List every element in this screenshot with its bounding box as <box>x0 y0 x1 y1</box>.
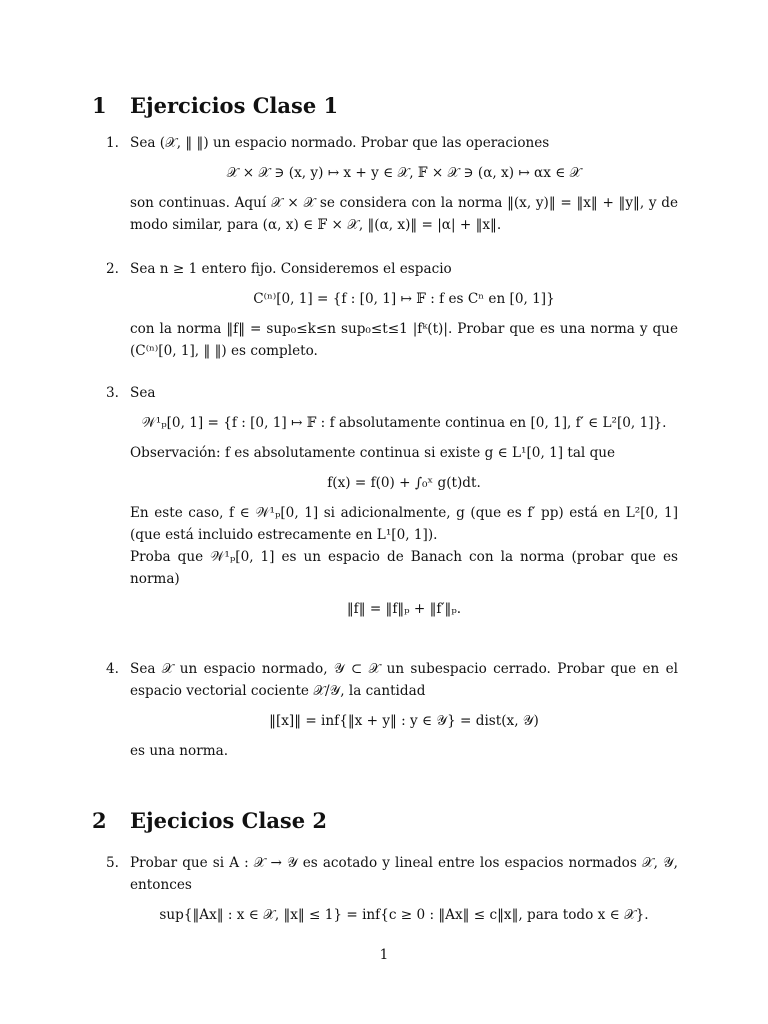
page-number: 1 <box>379 947 389 963</box>
display-equation: 𝒲¹ₚ[0, 1] = {f : [0, 1] ↦ 𝔽 : f absolutamente continua en [0, 1], f′ ∈ L²[0, 1]}. <box>141 415 667 431</box>
display-equation: C⁽ⁿ⁾[0, 1] = {f : [0, 1] ↦ 𝔽 : f es Cⁿ en [0, 1]} <box>253 291 555 307</box>
exercise-text: son continuas. Aquí 𝒳 × 𝒳 se considera con la norma ‖(x, y)‖ = ‖x‖ + ‖y‖, y de modo similar, para (α, x) ∈ 𝔽 × 𝒳, ‖(α, x)‖ = |α| + ‖x‖. <box>130 195 678 233</box>
exercise-text: es una norma. <box>130 743 229 759</box>
exercise-text: Proba que 𝒲¹ₚ[0, 1] es un espacio de Banach con la norma (probar que es norma) <box>130 549 678 587</box>
exercise-3 <box>106 382 678 628</box>
exercise-text: Sea 𝒳 un espacio normado, 𝒴 ⊂ 𝒳 un subespacio cerrado. Probar que en el espacio vectorial cociente 𝒳/𝒴, la cantidad <box>130 661 678 699</box>
exercise-number: 2. <box>106 261 119 277</box>
exercise-text: Observación: f es absolutamente continua si existe g ∈ L¹[0, 1] tal que <box>130 445 616 461</box>
exercise-number: 5. <box>106 855 119 871</box>
display-equation: 𝒳 × 𝒳 ∋ (x, y) ↦ x + y ∈ 𝒳, 𝔽 × 𝒳 ∋ (α, x) ↦ αx ∈ 𝒳 <box>226 165 582 181</box>
section-heading-2: 2 Ejecicios Clase 2 <box>92 808 328 833</box>
exercise-text: con la norma ‖f‖ = sup₀≤k≤n sup₀≤t≤1 |fᵏ(t)|. Probar que es una norma y que (C⁽ⁿ⁾[0, 1], ‖ ‖) es completo. <box>130 321 678 359</box>
display-equation: ‖[x]‖ = inf{‖x + y‖ : y ∈ 𝒴} = dist(x, 𝒴) <box>269 713 539 729</box>
section-heading-1: 1 Ejercicios Clase 1 <box>92 93 339 118</box>
exercise-number: 4. <box>106 661 119 677</box>
exercise-4 <box>106 658 678 762</box>
exercise-number: 3. <box>106 385 119 401</box>
display-equation: ‖f‖ = ‖f‖ₚ + ‖f′‖ₚ. <box>346 601 462 617</box>
display-equation: f(x) = f(0) + ∫₀ˣ g(t)dt. <box>327 475 481 491</box>
exercise-number: 1. <box>106 135 119 151</box>
exercise-text: Sea n ≥ 1 entero fijo. Consideremos el espacio <box>130 261 452 277</box>
exercise-text: Sea (𝒳, ‖ ‖) un espacio normado. Probar que las operaciones <box>130 135 550 151</box>
exercise-1 <box>106 132 678 236</box>
display-equation: sup{‖Ax‖ : x ∈ 𝒳, ‖x‖ ≤ 1} = inf{c ≥ 0 : ‖Ax‖ ≤ c‖x‖, para todo x ∈ 𝒳}. <box>159 907 649 923</box>
exercise-text: Probar que si A : 𝒳 → 𝒴 es acotado y lineal entre los espacios normados 𝒳, 𝒴, entonces <box>130 855 678 893</box>
exercise-text: En este caso, f ∈ 𝒲¹ₚ[0, 1] si adicionalmente, g (que es f′ pp) está en L²[0, 1] (que está incluido estrecamente en L¹[0, 1]). <box>130 505 678 543</box>
exercise-text: Sea <box>130 385 156 401</box>
exercise-5 <box>106 852 678 934</box>
exercise-2 <box>106 258 678 362</box>
